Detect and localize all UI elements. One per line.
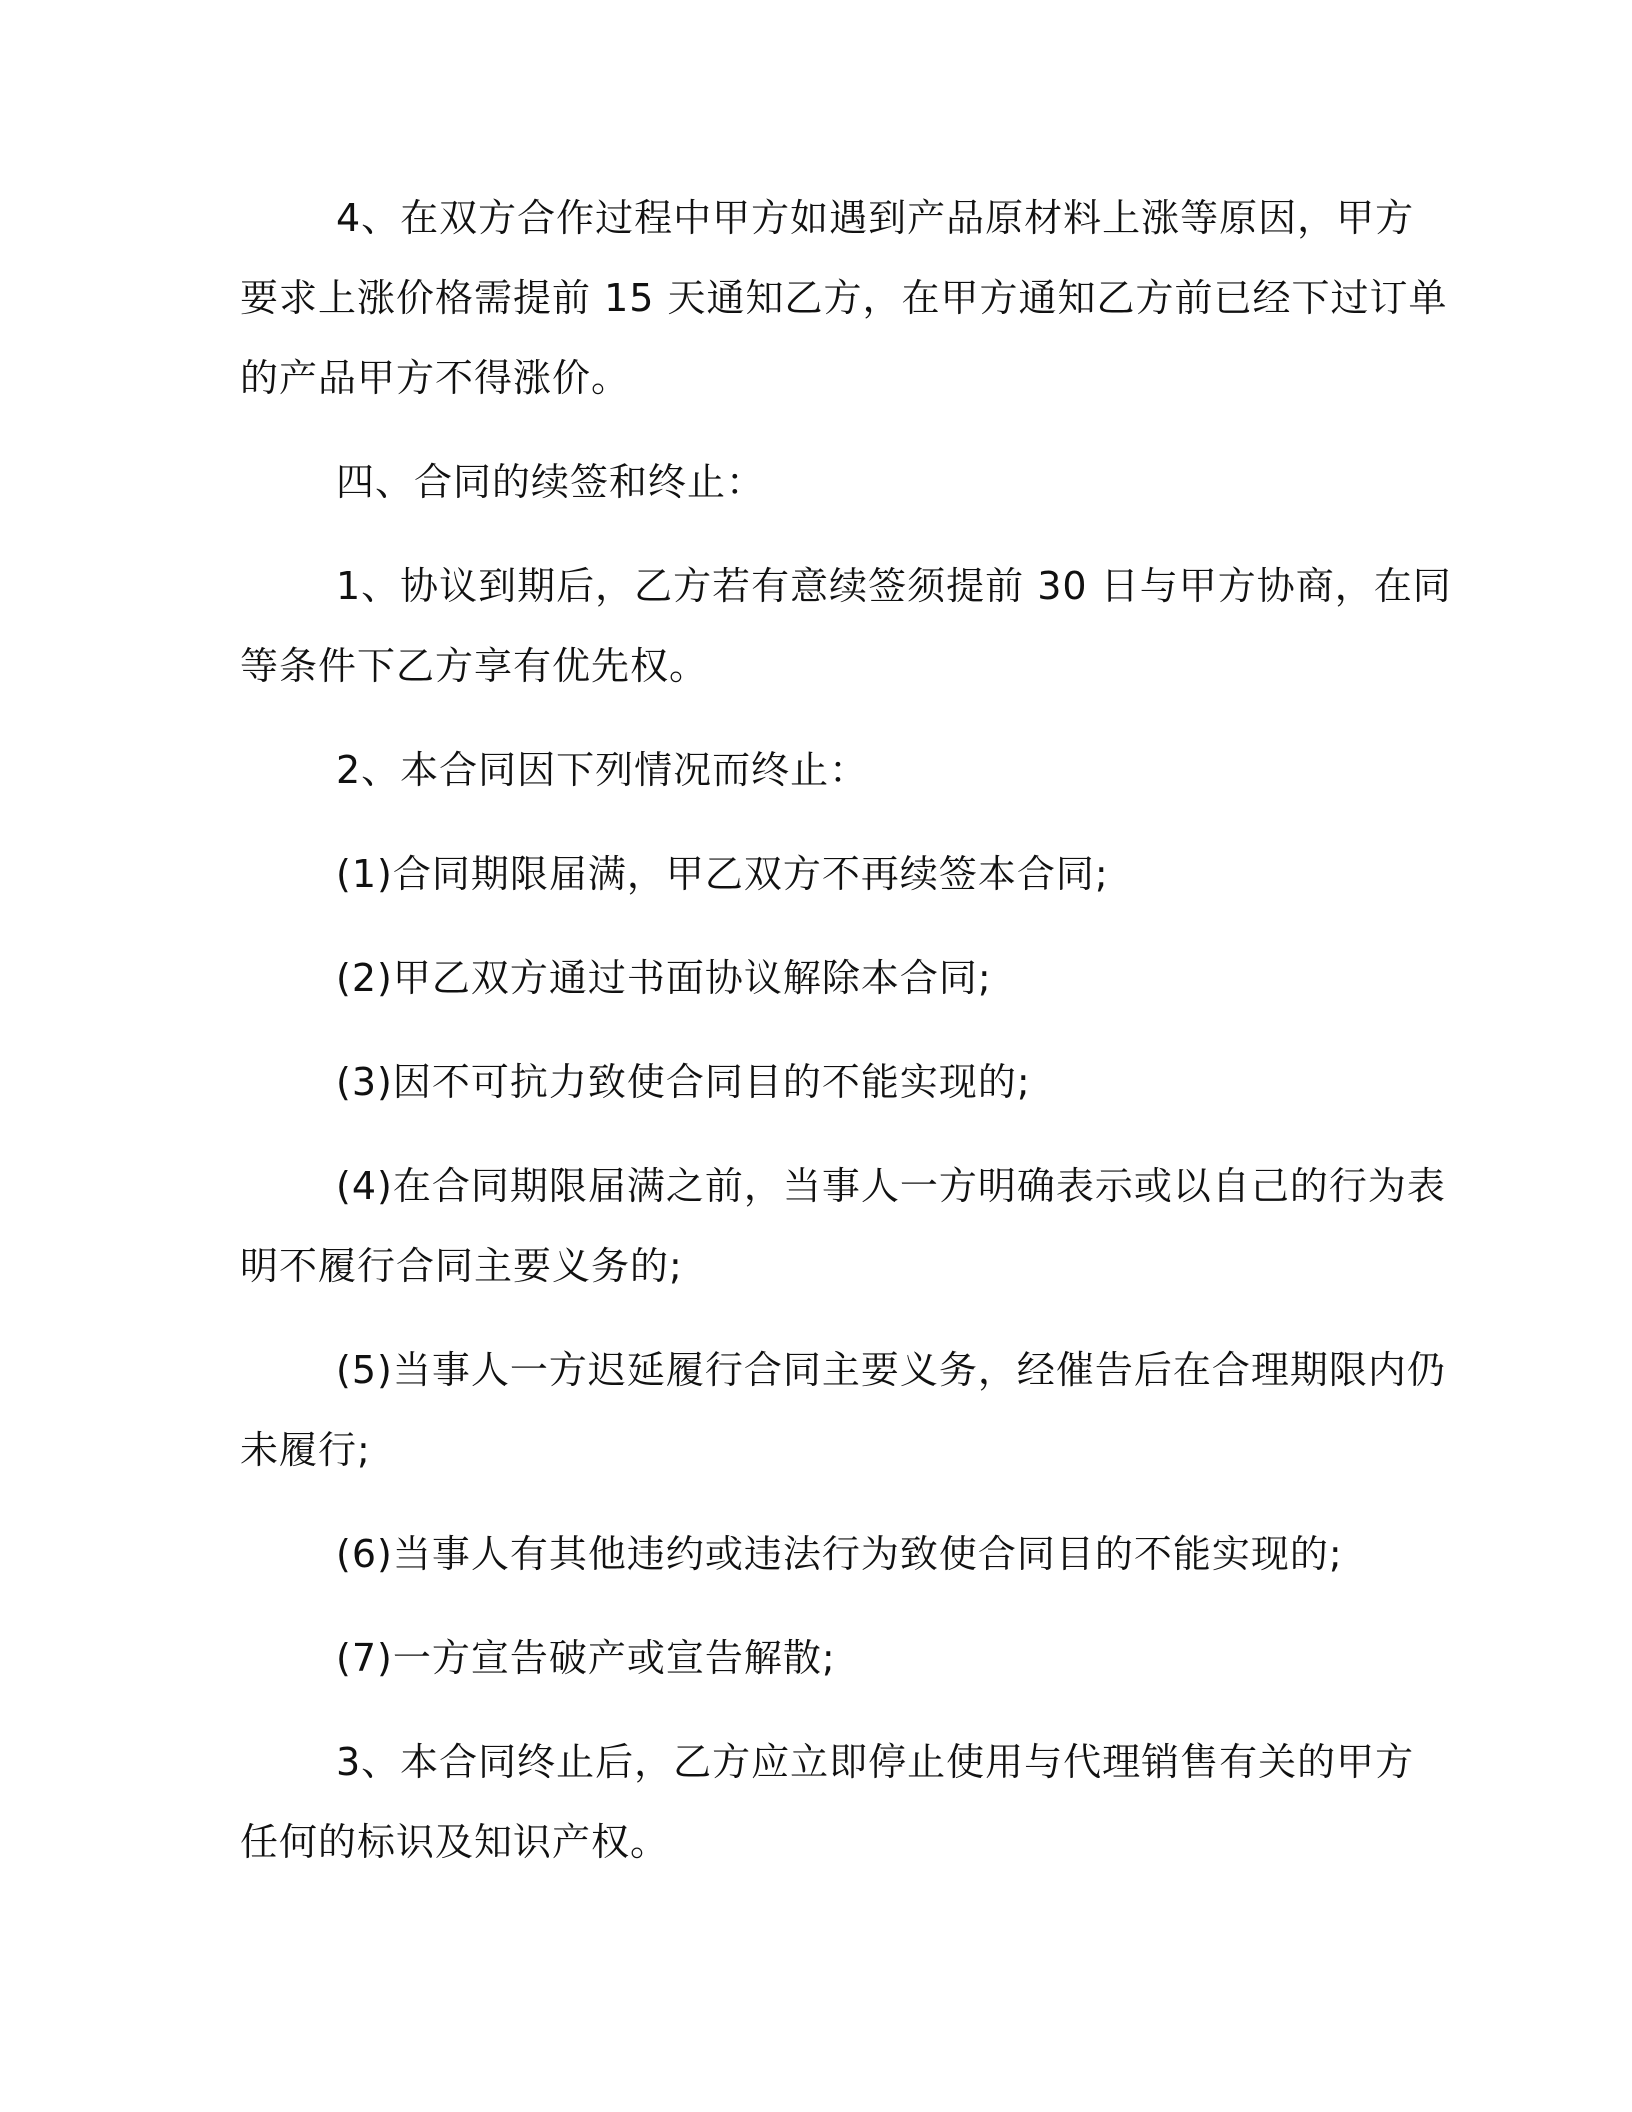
termination-item-4 [240, 1146, 1446, 1306]
paragraph-gap [240, 522, 1380, 546]
text-line: (1)合同期限届满，甲乙双方不再续签本合同; [336, 852, 1109, 896]
termination-item-6 [240, 1514, 1380, 1594]
paragraph-gap [240, 810, 1380, 834]
text-line: (6)当事人有其他违约或违法行为致使合同目的不能实现的; [336, 1532, 1343, 1576]
text-line: 明不履行合同主要义务的; [240, 1244, 683, 1288]
text-line: 要求上涨价格需提前 15 天通知乙方，在甲方通知乙方前已经下过订单 [240, 276, 1448, 320]
termination-item-5 [240, 1330, 1446, 1490]
paragraph-gap [240, 914, 1380, 938]
text-line: 3、本合同终止后，乙方应立即停止使用与代理销售有关的甲方 [336, 1740, 1415, 1784]
paragraph-gap [240, 1594, 1380, 1618]
text-line: 1、协议到期后，乙方若有意续签须提前 30 日与甲方协商，在同 [336, 564, 1452, 608]
text-line: 任何的标识及知识产权。 [240, 1820, 670, 1864]
text-line: 2、本合同因下列情况而终止： [336, 748, 869, 792]
text-line: 的产品甲方不得涨价。 [240, 356, 631, 400]
clause-1-renewal [240, 546, 1452, 706]
text-line: 四、合同的续签和终止： [336, 460, 766, 504]
termination-item-2 [240, 938, 1380, 1018]
paragraph-gap [240, 1306, 1380, 1330]
text-line: (3)因不可抗力致使合同目的不能实现的; [336, 1060, 1031, 1104]
paragraph-gap [240, 1018, 1380, 1042]
text-line: 等条件下乙方享有优先权。 [240, 644, 709, 688]
text-line: (2)甲乙双方通过书面协议解除本合同; [336, 956, 992, 1000]
text-line: (7)一方宣告破产或宣告解散; [336, 1636, 836, 1680]
text-line: 4、在双方合作过程中甲方如遇到产品原材料上涨等原因，甲方 [336, 196, 1415, 240]
paragraph-gap [240, 1698, 1380, 1722]
text-line: 未履行; [240, 1428, 371, 1472]
section-heading-renewal-termination [240, 442, 1380, 522]
paragraph-gap [240, 1122, 1380, 1146]
clause-2-termination-intro [240, 730, 1380, 810]
text-line: (5)当事人一方迟延履行合同主要义务，经催告后在合理期限内仍 [336, 1348, 1446, 1392]
paragraph-gap [240, 1490, 1380, 1514]
clause-4-price-increase [240, 178, 1448, 418]
termination-item-7 [240, 1618, 1380, 1698]
document-page [240, 178, 1452, 1882]
termination-item-3 [240, 1042, 1380, 1122]
paragraph-gap [240, 418, 1380, 442]
paragraph-gap [240, 706, 1380, 730]
text-line: (4)在合同期限届满之前，当事人一方明确表示或以自己的行为表 [336, 1164, 1446, 1208]
clause-3-post-termination [240, 1722, 1415, 1882]
termination-item-1 [240, 834, 1380, 914]
